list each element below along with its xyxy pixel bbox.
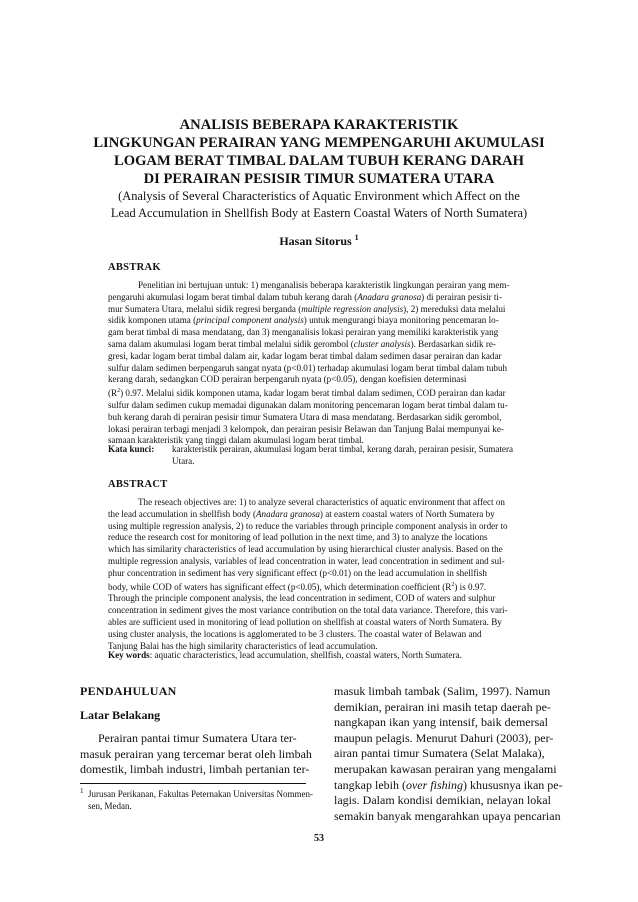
abstract-line: phur concentration in sediment has very significant effect (p<0.01) on the lead accumulation in shellfish [108, 567, 487, 578]
kata-kunci-label: Kata kunci: [108, 444, 155, 454]
subtitle-line: (Analysis of Several Characteristics of Aquatic Environment which Affect on the [118, 189, 520, 203]
author-name: Hasan Sitorus [279, 234, 352, 248]
title-line: LINGKUNGAN PERAIRAN YANG MEMPENGARUHI AKUMULASI [93, 135, 545, 151]
key-words-label: Key words [108, 650, 150, 660]
abstrak-line: gam berat timbal di masa mendatang, dan 3) menganalisis lokasi perairan yang memiliki karakteristik yang [108, 327, 499, 338]
abstrak-line: $(R^2)$ 0.97. Melalui sidik komponen utama, kadar logam berat timbal dalam sedimen, COD perairan dan kadar [108, 388, 506, 399]
abstract-line: ables are sufficient used in monitoring of lead pollution on shellfish at coastal waters of North Sumatera. By [108, 617, 502, 627]
abstract-line: using multiple regression analysis, 2) to reduce the variables through principle component analysis in order to [108, 520, 508, 531]
abstract-line: body, while COD of waters has significant effect (p<0.05), which determination coefficient $(R^2)$ is 0.97. [108, 581, 487, 592]
key-words-text: : aquatic characteristics, lead accumulation, shellfish, coastal waters, North Sumatera. [149, 650, 462, 660]
abstrak-line: mur Sumatera Utara, melalui sidik regresi berganda (multiple regression analysis), 2) mereduksi data melalui [108, 303, 506, 314]
body-line: domestik, limbah industri, limbah pertanian ter- [80, 762, 310, 777]
author [0, 233, 638, 249]
abstract-line: The reseach objectives are: 1) to analyze several characteristics of aquatic environment that affect on [138, 497, 505, 507]
section-heading: PENDAHULUAN [80, 684, 177, 698]
abstrak-line: sidik komponen utama (principal component analysis) untuk mengurangi biaya monitoring pencemaran lo- [108, 315, 499, 326]
abstract-line: multiple regression analysis, variables of lead concentration in water, lead concentration in sediment and sul- [108, 555, 505, 566]
abstract-text [108, 497, 532, 652]
abstrak-line: buh kerang darah di perairan pesisir timur Sumatera Utara di masa mendatang. Berdasarkan sidik gerombol, [108, 411, 502, 422]
author-affiliation-mark: 1 [354, 233, 359, 242]
title-line: ANALISIS BEBERAPA KARAKTERISTIK [179, 117, 459, 133]
abstract-line: Through the principle component analysis, the lead concentration in sediment, COD of waters and sulphur [108, 593, 496, 604]
abstract-heading: ABSTRACT [108, 479, 168, 490]
body-line: nangkapan ikan yang intensif, baik demersal [334, 715, 548, 730]
english-subtitle [90, 188, 548, 222]
body-line: Perairan pantai timur Sumatera Utara ter- [98, 731, 297, 745]
subtitle-line: Lead Accumulation in Shellfish Body at Eastern Coastal Waters of North Sumatera) [110, 206, 528, 220]
body-line: demikian, perairan ini masih tetap daerah pe- [334, 699, 551, 714]
body-left-column [80, 684, 312, 778]
abstrak-line: pengaruhi akumulasi logam berat timbal dalam tubuh kerang darah (Anadara granosa) di perairan pesisir ti- [108, 291, 502, 302]
body-line: tangkap lebih (over fishing) khususnya ikan pe- [334, 777, 563, 792]
abstract-line: which has similarity characteristics of lead accumulation by using hierarchical cluster analysis. Based on the [108, 544, 503, 555]
subsection-heading: Latar Belakang [80, 708, 161, 722]
body-line: masuk perairan yang tercemar berat oleh limbah [80, 746, 312, 761]
footnote-rule [80, 783, 306, 784]
body-line: lagis. Dalam kondisi demikian, nelayan lokal [334, 793, 551, 808]
body-line: maupun pelagis. Menurut Dahuri (2003), per- [334, 730, 554, 745]
abstrak-line: sama dalam akumulasi logam berat timbal melalui sidik gerombol (cluster analysis). Berdasarkan sidik re- [108, 338, 496, 349]
abstract-line: concentration in sediment gives the most variance contribution on the total data variance. Therefore, this vari- [108, 605, 508, 616]
abstrak-line: sulfur dalam sedimen cukup memadai digunakan dalam monitoring pencemaran logam berat timbal dalam tu- [108, 400, 508, 410]
body-right-column [334, 684, 563, 824]
paper-title [60, 116, 578, 188]
body-line: masuk limbah tambak (Salim, 1997). Namun [334, 684, 551, 698]
abstract-line: using cluster analysis, the locations is agglomerated to be 3 clusters. The coastal water of Belawan and [108, 628, 482, 639]
abstract-line: Tanjung Balai has the high similarity characteristics of lead accumulation. [108, 640, 378, 651]
abstract-line: reduce the research cost for monitoring of lead pollution in the next time, and 3) to analyze the locations [108, 532, 488, 543]
title-line: DI PERAIRAN PESISIR TIMUR SUMATERA UTARA [143, 171, 495, 187]
abstrak-line: sulfur dalam sedimen berpengaruh sangat nyata (p<0.01) terhadap akumulasi logam berat timbal dalam tubuh [108, 362, 508, 373]
abstrak-heading: ABSTRAK [108, 262, 161, 273]
footnote-line: Jurusan Perikanan, Fakultas Peternakan Universitas Nommen- [88, 789, 313, 799]
body-line: semakin banyak mengarahkan upaya pencarian [334, 808, 561, 823]
intro-paragraph [80, 731, 312, 778]
abstract-line: the lead accumulation in shellfish body (Anadara granosa) at eastern coastal waters of North Sumatera by [108, 508, 495, 519]
abstrak-line: Penelitian ini bertujuan untuk: 1) menganalisis beberapa karakteristik lingkungan perairan yang mem- [138, 280, 510, 290]
footnote-mark: 1 [80, 787, 84, 795]
page-number: 53 [314, 833, 324, 844]
abstrak-text [108, 280, 532, 447]
footnote [80, 787, 313, 812]
abstrak-line: gresi, kadar logam berat timbal dalam air, kadar logam berat timbal dalam sedimen dasar perairan dan kadar [108, 350, 502, 361]
kata-kunci-text: karakteristik perairan, akumulasi logam berat timbal, kerang darah, perairan pesisir, Sumatera Utara. [172, 444, 514, 466]
footnote-line: sen, Medan. [88, 801, 132, 811]
title-line: LOGAM BERAT TIMBAL DALAM TUBUH KERANG DARAH [113, 153, 525, 169]
body-line: airan pantai timur Sumatera (Selat Malaka), [334, 746, 545, 761]
body-line: merupakan kawasan perairan yang mengalami [334, 761, 557, 776]
key-words [108, 650, 462, 660]
abstrak-line: kerang darah, sedangkan COD perairan berpengaruh nyata (p<0.05), dengan koefisien determinasi [108, 374, 467, 385]
abstrak-line: lokasi perairan terbagi menjadi 3 kelompok, dan perairan pesisir Belawan dan Tanjung Balai mempunyai ke- [108, 423, 504, 434]
abstrak-line: samaan karakteristik yang tinggi dalam akumulasi logam berat timbal. [108, 435, 364, 446]
